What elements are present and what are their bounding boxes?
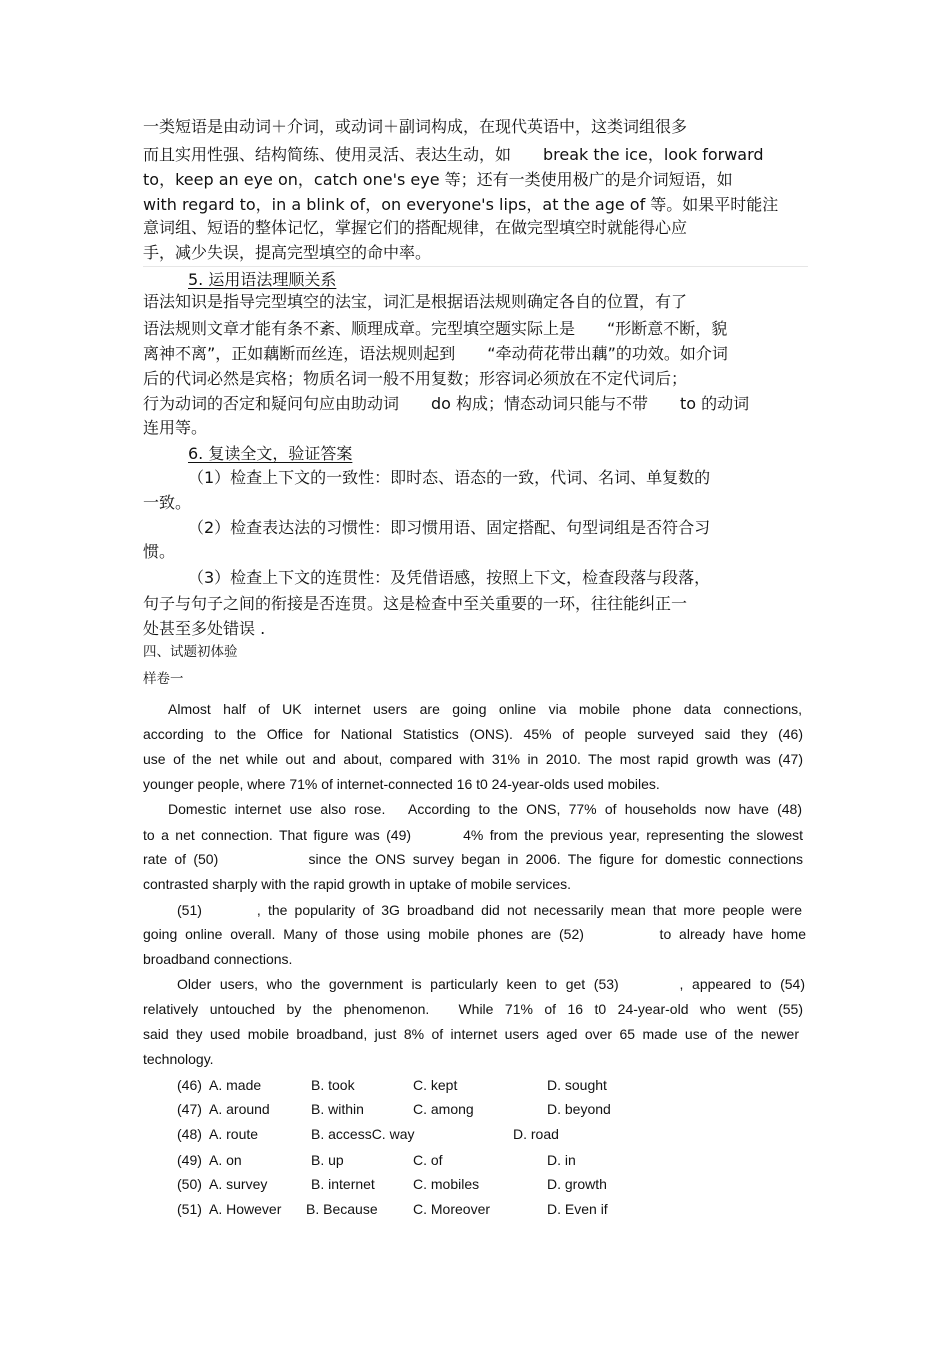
- option-d: D. Even if: [547, 1201, 608, 1217]
- strategy5-line-5: 行为动词的否定和疑问句应由助动词 do 构成；情态动词只能与不带 to 的动词: [143, 394, 750, 413]
- option-a: A. made: [209, 1077, 262, 1093]
- passage-line-12: Older users, who the government is particularly keen to get (53) , appeared to (54): [177, 976, 805, 992]
- option-b: B. internet: [311, 1176, 375, 1192]
- section-title: 四、试题初体验: [143, 644, 238, 660]
- option-c: C. Moreover: [413, 1201, 491, 1217]
- heading-5: 5. 运用语法理顺关系: [188, 270, 337, 289]
- option-a: A. route: [209, 1126, 259, 1142]
- passage-line-4: younger people, where 71% of internet-connected 16 t0 24-year-olds used mobiles.: [143, 776, 660, 792]
- passage-line-2: according to the Office for National Statistics (ONS). 45% of people surveyed said they (46): [143, 726, 803, 742]
- question-number: (49): [177, 1152, 202, 1168]
- passage-line-11: broadband connections.: [143, 951, 293, 967]
- option-d: D. sought: [547, 1077, 607, 1093]
- check-item-2-cont: 惯。: [143, 542, 176, 561]
- option-c: C. mobiles: [413, 1176, 480, 1192]
- strategy4-line-5: 意词组、短语的整体记忆，掌握它们的搭配规律，在做完型填空时就能得心应: [143, 218, 688, 237]
- strategy5-line-3: 离神不离”，正如藕断而丝连，语法规则起到 “牵动荷花带出藕”的功效。如介词: [143, 344, 728, 363]
- option-c: C. kept: [413, 1077, 458, 1093]
- strategy5-line-4: 后的代词必然是宾格；物质名词一般不用复数；形容词必须放在不定代词后；: [143, 369, 688, 388]
- check-item-1: （1）检查上下文的一致性：即时态、语态的一致，代词、名词、单复数的: [188, 468, 711, 487]
- check-item-2: （2）检查表达法的习惯性：即习惯用语、固定搭配、句型词组是否符合习: [188, 518, 711, 537]
- passage-line-6: to a net connection. That figure was (49) 4% from the previous year, representing the slowest: [143, 827, 803, 843]
- question-number: (48): [177, 1126, 202, 1142]
- passage-line-7: rate of (50) since the ONS survey began in 2006. The figure for domestic connections: [143, 851, 803, 867]
- passage-line-13: relatively untouched by the phenomenon. While 71% of 16 t0 24-year-old who went (55): [143, 1001, 803, 1017]
- check-item-3-cont-2: 处甚至多处错误 .: [143, 619, 266, 638]
- option-a: A. survey: [209, 1176, 268, 1192]
- option-b: B. within: [311, 1101, 364, 1117]
- strategy4-line-1: 一类短语是由动词＋介词，或动词＋副词构成，在现代英语中，这类词组很多: [143, 117, 688, 136]
- passage-line-9: (51) , the popularity of 3G broadband did not necessarily mean that more people were: [177, 902, 802, 918]
- check-item-3-cont-1: 句子与句子之间的衔接是否连贯。这是检查中至关重要的一环，往往能纠正一: [143, 594, 688, 613]
- option-b: B. accessC. way: [311, 1126, 415, 1142]
- passage-line-1: Almost half of UK internet users are going online via mobile phone data connections,: [168, 701, 802, 717]
- passage-line-8: contrasted sharply with the rapid growth in uptake of mobile services.: [143, 876, 571, 892]
- option-d: D. in: [547, 1152, 576, 1168]
- question-number: (46): [177, 1077, 202, 1093]
- strategy4-line-3: to，keep an eye on，catch one's eye 等；还有一类使用极广的是介词短语，如: [143, 170, 733, 189]
- passage-line-15: technology.: [143, 1051, 214, 1067]
- question-number: (50): [177, 1176, 202, 1192]
- strategy4-line-4: with regard to，in a blink of，on everyone's lips，at the age of 等。如果平时能注: [143, 195, 779, 214]
- strategy5-line-6: 连用等。: [143, 418, 208, 437]
- option-b: B. took: [311, 1077, 355, 1093]
- option-a: A. around: [209, 1101, 270, 1117]
- sample-title: 样卷一: [143, 671, 184, 687]
- passage-line-3: use of the net while out and about, compared with 31% in 2010. The most rapid growth was (47): [143, 751, 803, 767]
- strategy4-line-2: 而且实用性强、结构简练、使用灵活、表达生动，如 break the ice，look forward: [143, 145, 764, 164]
- strategy5-line-1: 语法知识是指导完型填空的法宝，词汇是根据语法规则确定各自的位置，有了: [143, 292, 688, 311]
- divider: [143, 266, 808, 267]
- strategy4-line-6: 手，减少失误，提高完型填空的命中率。: [143, 243, 432, 262]
- option-a: A. on: [209, 1152, 242, 1168]
- option-d: D. road: [513, 1126, 559, 1142]
- strategy5-line-2: 语法规则文章才能有条不紊、顺理成章。完型填空题实际上是 “形断意不断，貌: [143, 319, 728, 338]
- option-b: B. up: [311, 1152, 344, 1168]
- option-a: A. However: [209, 1201, 282, 1217]
- passage-line-10: going online overall. Many of those using mobile phones are (52) to already have home: [143, 926, 806, 942]
- option-d: D. beyond: [547, 1101, 611, 1117]
- passage-line-5: Domestic internet use also rose. According to the ONS, 77% of households now have (48): [168, 801, 802, 817]
- option-c: C. among: [413, 1101, 474, 1117]
- passage-line-14: said they used mobile broadband, just 8% of internet users aged over 65 made use of the newer: [143, 1026, 799, 1042]
- question-number: (47): [177, 1101, 202, 1117]
- option-d: D. growth: [547, 1176, 607, 1192]
- option-b: B. Because: [306, 1201, 378, 1217]
- option-c: C. of: [413, 1152, 443, 1168]
- check-item-1-cont: 一致。: [143, 493, 192, 512]
- heading-6: 6. 复读全文，验证答案: [188, 444, 353, 463]
- question-number: (51): [177, 1201, 202, 1217]
- check-item-3: （3）检查上下文的连贯性：及凭借语感，按照上下文，检查段落与段落，: [188, 568, 711, 587]
